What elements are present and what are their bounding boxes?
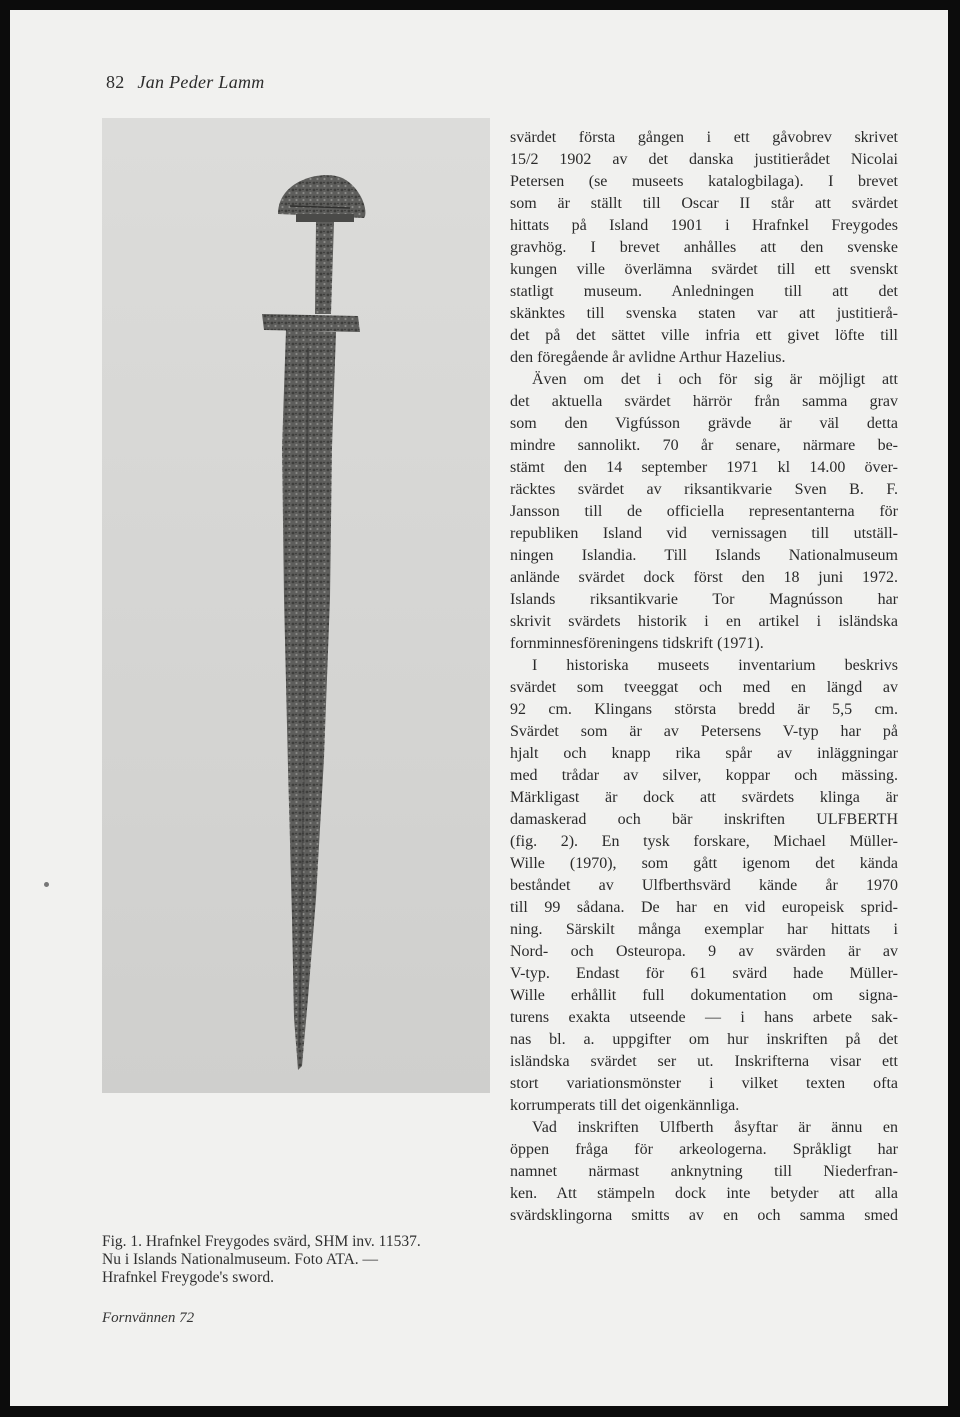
body-line: öppen fråga för arkeologerna. Språkligt har	[510, 1141, 898, 1158]
caption-line: Fig. 1. Hrafnkel Freygodes svärd, SHM inv. 11537.	[102, 1233, 421, 1250]
body-line: I historiska museets inventarium beskrivs	[532, 657, 898, 674]
body-line: turens exakta utseende — i hans arbete sak-	[510, 1009, 898, 1026]
body-line: stort variationsmönster i vilket texten ofta	[510, 1075, 898, 1092]
body-line: som den Vigfússon grävde är väl detta	[510, 415, 898, 432]
page-number: 82	[106, 72, 125, 92]
body-line: 92 cm. Klingans största bredd är 5,5 cm.	[510, 701, 898, 718]
body-line: namnet närmast anknytning till Niederfran-	[510, 1163, 898, 1180]
sword-crossguard	[262, 314, 360, 332]
scan-speck	[44, 882, 49, 887]
body-line: Vad inskriften Ulfberth åsyftar är ännu en	[532, 1119, 898, 1136]
body-line: V-typ. Endast för 61 svärd hade Müller-	[510, 965, 898, 982]
body-line: Jansson till de officiella representanterna för	[510, 503, 898, 520]
caption-line: Hrafnkel Freygode's sword.	[102, 1269, 274, 1286]
page	[10, 10, 948, 1406]
body-text	[510, 127, 898, 1227]
body-line: hittats på Island 1901 i Hrafnkel Freygodes	[510, 217, 898, 234]
body-line: Islands riksantikvarie Tor Magnússon har	[510, 591, 898, 608]
body-line: gravhög. I brevet anhålles att den svenske	[510, 239, 898, 256]
body-line: hjalt och knapp rika spår av inläggningar	[510, 745, 898, 762]
body-line: Nord- och Osteuropa. 9 av svärden är av	[510, 943, 898, 960]
body-line: Även om det i och för sig är möjligt att	[532, 371, 898, 388]
body-line: det på det sättet ville infria ett givet löfte till	[510, 327, 898, 344]
body-line: Wille (1970), som gått igenom det kända	[510, 855, 898, 872]
body-line: damaskerad och bär inskriften ULFBERTH	[510, 811, 898, 828]
body-line: svärdsklingorna smitts av en och samma smed	[510, 1207, 898, 1224]
body-line: fornminnesföreningens tidskrift (1971).	[510, 635, 764, 652]
body-line: anlände svärdet dock först den 18 juni 1972.	[510, 569, 898, 586]
body-line: statligt museum. Anledningen till att det	[510, 283, 898, 300]
body-line: skänktes till svenska staten var att justitierå-	[510, 305, 898, 322]
body-line: till 99 sådana. De har en vid europeisk sprid-	[510, 899, 898, 916]
body-line: beståndet av Ulfberthsvärd kände år 1970	[510, 877, 898, 894]
body-line: mindre sannolikt. 70 år senare, närmare be-	[510, 437, 898, 454]
body-line: det aktuella svärdet härrör från samma grav	[510, 393, 898, 410]
body-line: skrivit svärdets historik i en artikel i isländska	[510, 613, 898, 630]
journal-footer: Fornvännen 72	[102, 1310, 195, 1326]
body-line: den föregående år avlidne Arthur Hazelius.	[510, 349, 786, 366]
body-line: korrumperats till det oigenkännliga.	[510, 1097, 740, 1114]
figure-caption	[102, 1233, 497, 1287]
body-line: nas bl. a. uppgifter om hur inskriften på det	[510, 1031, 898, 1048]
body-line: svärdet som tveeggat och med en längd av	[510, 679, 898, 696]
body-line: Märkligast är dock att svärdets klinga är	[510, 789, 898, 806]
body-line: som är ställt till Oscar II står att svärdet	[510, 195, 898, 212]
body-line: Svärdet som är av Petersens V-typ har på	[510, 723, 898, 740]
body-line: republiken Island vid vernissagen till utställ-	[510, 525, 898, 542]
body-line: (fig. 2). En tysk forskare, Michael Müller-	[510, 833, 898, 850]
sword-grip	[315, 222, 334, 314]
body-line: 15/2 1902 av det danska justitierådet Nicolai	[510, 151, 898, 168]
sword-image	[102, 118, 490, 1093]
body-line: Petersen (se museets katalogbilaga). I brevet	[510, 173, 898, 190]
running-header	[106, 72, 265, 93]
body-line: isländska svärdet ser ut. Inskrifterna visar ett	[510, 1053, 898, 1070]
body-line: ningen Islandia. Till Islands Nationalmuseum	[510, 547, 898, 564]
caption-line: Nu i Islands Nationalmuseum. Foto ATA. —	[102, 1251, 379, 1268]
author-name: Jan Peder Lamm	[137, 72, 265, 92]
body-line: kungen ville överlämna svärdet till ett svenskt	[510, 261, 898, 278]
body-line: räcktes svärdet av riksantikvarie Sven B. F.	[510, 481, 898, 498]
body-line: Wille erhållit full dokumentation om signa-	[510, 987, 898, 1004]
body-line: stämt den 14 september 1971 kl 14.00 över-	[510, 459, 898, 476]
body-line: med trådar av silver, koppar och mässing.	[510, 767, 898, 784]
body-line: svärdet första gången i ett gåvobrev skrivet	[510, 129, 898, 146]
sword-figure	[102, 118, 490, 1093]
body-line: ken. Att stämpeln dock inte betyder att alla	[510, 1185, 898, 1202]
body-line: ning. Särskilt många exemplar har hittats i	[510, 921, 898, 938]
